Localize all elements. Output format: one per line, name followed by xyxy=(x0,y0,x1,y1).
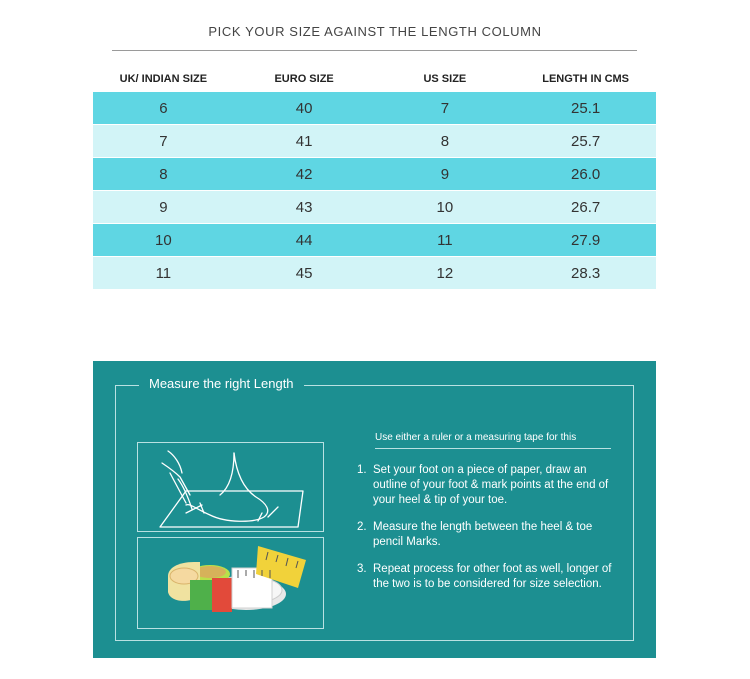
step-text: Measure the length between the heel & toe pencil Marks. xyxy=(373,521,593,548)
table-row xyxy=(93,158,656,191)
cell-length: 27.9 xyxy=(515,224,656,257)
table-row xyxy=(93,92,656,125)
cell-uk-size: 10 xyxy=(93,224,234,257)
column-header-length: LENGTH IN CMS xyxy=(542,73,630,85)
instruction-step xyxy=(357,463,617,508)
cell-us-size: 11 xyxy=(375,224,516,257)
measure-length-panel xyxy=(93,361,656,658)
column-header-uk-size: UK/ INDIAN SIZE xyxy=(119,73,208,85)
cell-us-size: 10 xyxy=(375,191,516,224)
step-text: Repeat process for other foot as well, longer of the two is to be considered for size selection. xyxy=(373,563,612,590)
instruction-step xyxy=(357,520,617,550)
step-number: 2. xyxy=(357,521,367,533)
instruction-steps xyxy=(357,463,617,592)
cell-euro-size: 40 xyxy=(234,92,375,125)
cell-euro-size: 41 xyxy=(234,125,375,158)
cell-uk-size: 11 xyxy=(93,257,234,290)
step-text: Set your foot on a piece of paper, draw an outline of your foot & mark points at the end of your heel & tip of your toe. xyxy=(373,464,609,506)
cell-length: 25.7 xyxy=(515,125,656,158)
cell-euro-size: 44 xyxy=(234,224,375,257)
cell-euro-size: 42 xyxy=(234,158,375,191)
table-row xyxy=(93,224,656,257)
size-chart-table xyxy=(93,66,656,289)
table-row xyxy=(93,125,656,158)
step-number: 1. xyxy=(357,464,367,476)
panel-heading: Measure the right Length xyxy=(139,376,304,391)
cell-length: 25.1 xyxy=(515,92,656,125)
cell-length: 28.3 xyxy=(515,257,656,290)
title-divider xyxy=(112,50,637,51)
cell-uk-size: 6 xyxy=(93,92,234,125)
cell-length: 26.7 xyxy=(515,191,656,224)
instruction-step xyxy=(357,562,617,592)
foot-outline-icon xyxy=(138,443,323,531)
measuring-tape-illustration xyxy=(137,537,324,629)
column-header-us-size: US SIZE xyxy=(423,73,467,85)
instruction-divider xyxy=(375,448,611,449)
cell-us-size: 8 xyxy=(375,125,516,158)
cell-uk-size: 8 xyxy=(93,158,234,191)
cell-length: 26.0 xyxy=(515,158,656,191)
table-header-row xyxy=(93,66,656,92)
column-header-euro-size: EURO SIZE xyxy=(274,73,334,85)
page-title: PICK YOUR SIZE AGAINST THE LENGTH COLUMN xyxy=(208,24,542,39)
instruction-note: Use either a ruler or a measuring tape for this xyxy=(375,432,577,443)
cell-us-size: 9 xyxy=(375,158,516,191)
cell-uk-size: 9 xyxy=(93,191,234,224)
cell-euro-size: 43 xyxy=(234,191,375,224)
measuring-tape-icon xyxy=(138,538,323,628)
table-row xyxy=(93,257,656,290)
cell-us-size: 7 xyxy=(375,92,516,125)
cell-us-size: 12 xyxy=(375,257,516,290)
foot-outline-illustration xyxy=(137,442,324,532)
cell-uk-size: 7 xyxy=(93,125,234,158)
step-number: 3. xyxy=(357,563,367,575)
table-row xyxy=(93,191,656,224)
measure-instructions xyxy=(357,432,617,604)
cell-euro-size: 45 xyxy=(234,257,375,290)
